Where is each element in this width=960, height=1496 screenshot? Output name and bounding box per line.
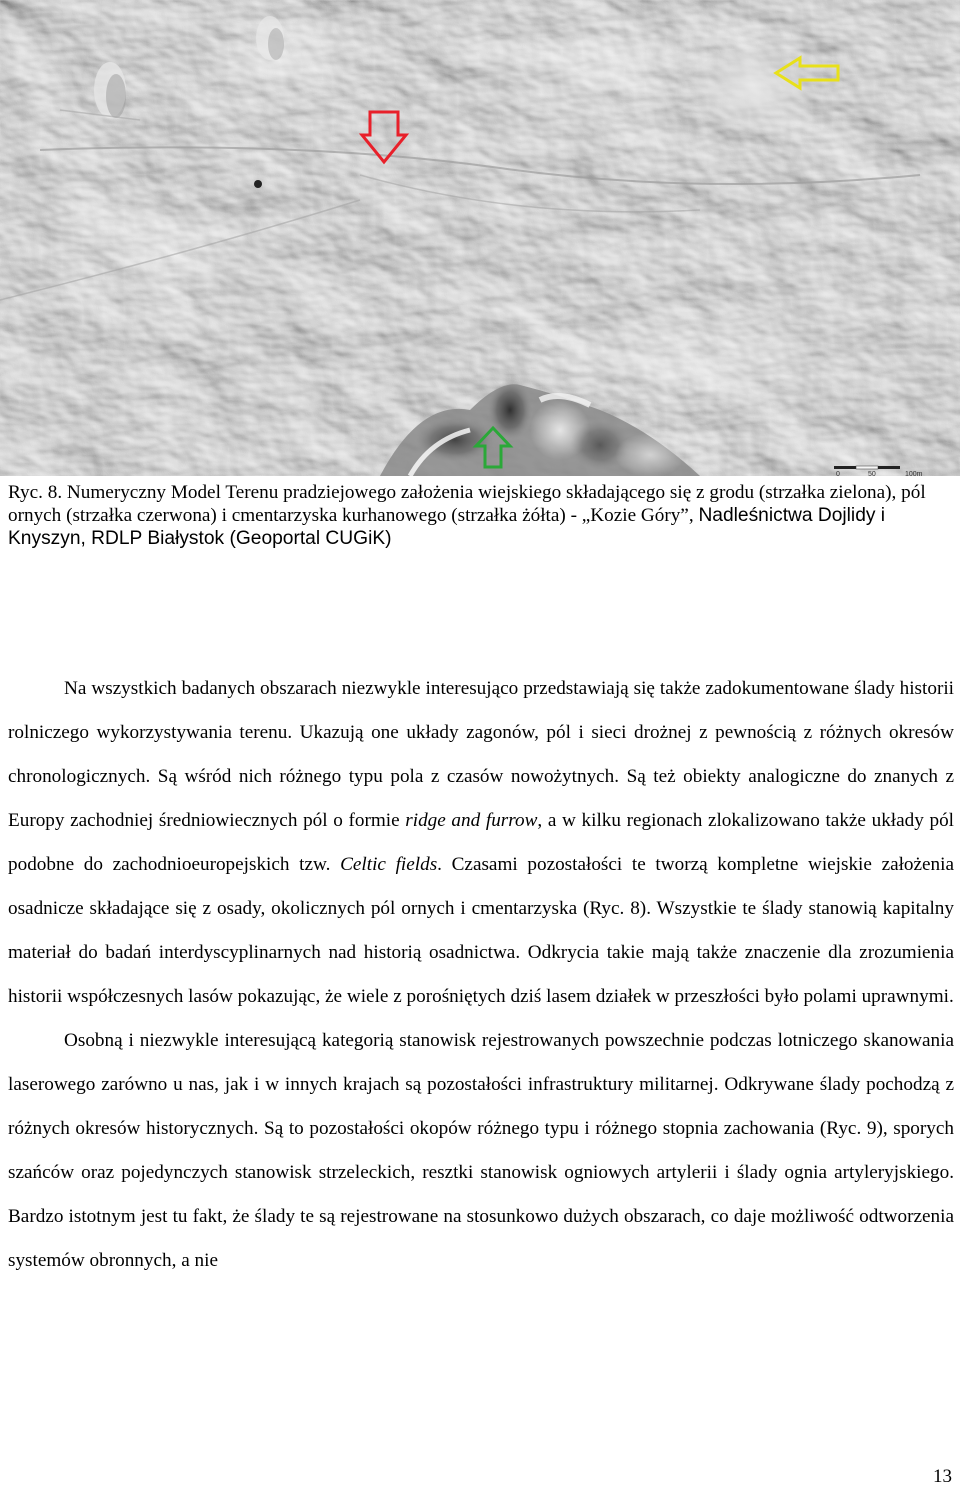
paragraph-1-italic-celtic-fields: Celtic fields: [340, 854, 438, 875]
body-text: [8, 667, 954, 1283]
scale-label-100m: 100m: [905, 471, 923, 476]
paragraph-1-text-c: . Czasami pozostałości te tworzą kompletne wiejskie założenia osadnicze składające się z osady, okolicznych pól ornych i cmentarzyska (Ryc. 8). Wszystkie te ślady stanowią kapitalny materiał do badań interdyscyplinarnych nad historią osadnictwa. Odkrycia takie mają także znaczenie dla zrozumienia historii współczesnych lasów pokazując, że wiele z porośniętych dziś lasem działek w przeszłości było polami uprawnymi.: [8, 854, 955, 1007]
dtm-hillshade-image: [0, 0, 960, 476]
dtm-figure: [0, 0, 960, 476]
paragraph-2: Osobną i niezwykle interesującą kategorią stanowisk rejestrowanych powszechnie podczas lotniczego skanowania laserowego zarówno u nas, jak i w innych krajach są pozostałości infrastruktury militarnej. Odkrywane ślady pochodzą z różnych okresów historycznych. Są to pozostałości okopów różnego typu i różnego stopnia zachowania (Ryc. 9), sporych szańców oraz pojedynczych stanowisk strzeleckich, resztki stanowisk ogniowych artylerii i ślady ognia artyleryjskiego. Bardzo istotnym jest tu fakt, że ślady te są rejestrowane na stosunkowo dużych obszarach, co daje możliwość odtworzenia systemów obronnych, a nie: [8, 1030, 954, 1271]
page-number: 13: [933, 1466, 952, 1487]
caption-text: Numeryczny Model Terenu pradziejowego założenia wiejskiego składającego się z grodu (strzałka zielona), pól ornych (strzałka czerwona) i cmentarzyska kurhanowego (strzałka żółta) - „Kozie Góry”,: [8, 482, 926, 526]
paragraph-1-text-b: , a w kilku regionach zlokalizowano także układy pól podobne do zachodnioeuropejskich tzw.: [8, 810, 954, 875]
caption-source: Nadleśnictwa Dojlidy i Knyszyn, RDLP Białystok (Geoportal CUGiK): [8, 505, 886, 549]
caption-prefix: Ryc. 8.: [8, 482, 67, 503]
figure-caption: [8, 481, 954, 550]
paragraph-1: [8, 667, 954, 1019]
paragraph-1-text-a: Na wszystkich badanych obszarach niezwykle interesująco przedstawiają się także zadokumentowane ślady historii rolniczego wykorzystywania terenu. Ukazują one układy zagonów, pól i sieci drożnej z pewnością z różnych okresów chronologicznych. Są wśród nich różnego typu pola z czasów nowożytnych. Są też obiekty analogiczne do znanych z Europy zachodniej średniowiecznych pól o formie: [8, 678, 954, 831]
paragraph-1-italic-ridge-and-furrow: ridge and furrow: [405, 810, 538, 831]
scale-label-0: 0: [836, 471, 840, 476]
scale-label-50: 50: [868, 471, 876, 476]
